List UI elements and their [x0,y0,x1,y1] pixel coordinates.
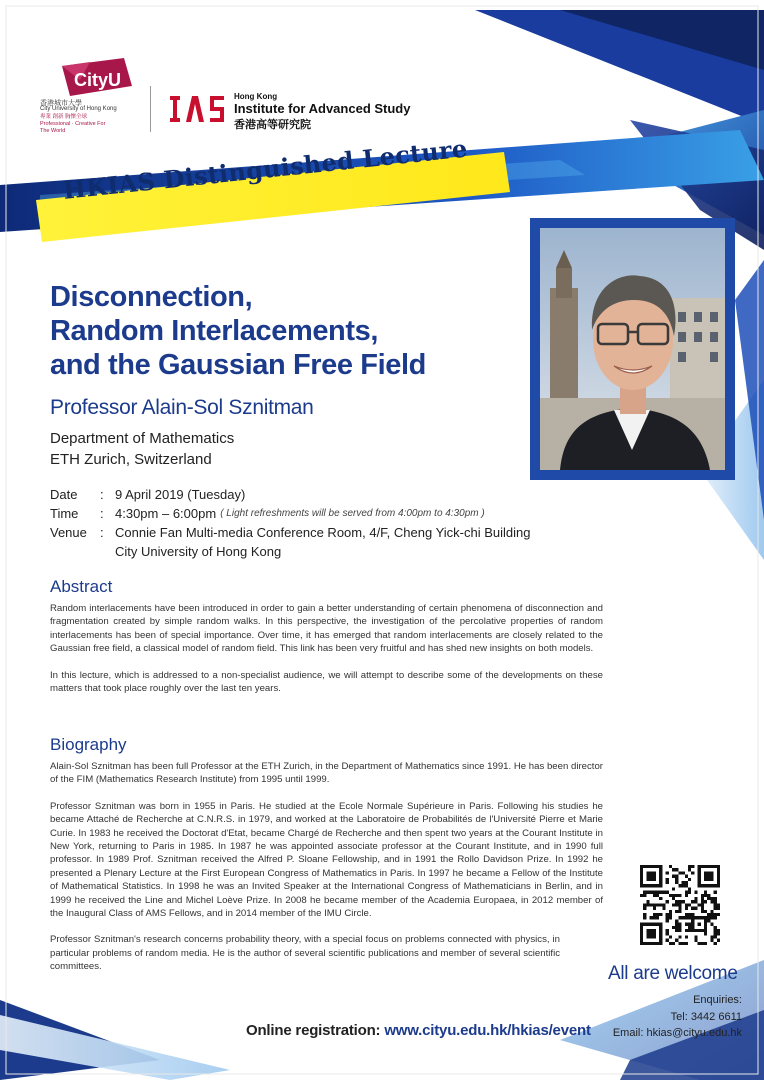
biography-paragraph-2: Professor Sznitman was born in 1955 in Paris. He studied at the Ecole Normale Supérieure in Paris. Following his studies he became Attaché de Recherche at C.N.R.S. in 1979, and worked at the Laboratoire de Probabilités de l'Université Pierre et Marie Curie. In 1983 he received the Doctorat d'Etat, became Chargé de Recherche and then spent two years at the Courant Institute in New York, returning to Paris in 1985. In 1987 he was appointed associate professor at the Courant Institute, and in 1990 full professor. In 1989 Prof. Sznitman received the Alfred P. Sloane Fellowship, and in 1991 the Rollo Davidson Prize. In 1992 he presented a Plenary Lecture at the First European Congress of Mathematics in Paris. In 1997 he became a Fellow of the Institute of Mathematical Statistics. In 1998 he was an Invited Speaker at the International Congress of Mathematicians in Berlin, and in 1999 he received the Line and Michel Loève Prize. In 2008 he became member of the Academia Europaea, in 2012 member of the Inaugural Class of AMS Fellows, and in 2014 member of the IMU Circle. [50,800,603,920]
enquiries-label: Enquiries: [693,994,742,1006]
registration-link[interactable]: www.cityu.edu.hk/hkias/event [384,1022,591,1039]
cityu-tagline [40,114,110,135]
time-colon: : [100,506,104,521]
biography-body [50,760,603,987]
biography-heading: Biography [50,735,127,754]
cityu-tagline-en: Professional · Creative For The World [40,121,106,134]
venue-line-2: City University of Hong Kong [115,544,282,559]
time-row [50,504,530,523]
abstract-paragraph-1: Random interlacements have been introduced in order to gain a better understanding of certain phenomena of disconnection and fragmentation created by simple random walks. In this perspective, the investigation of the percolative properties of random interlacements has been of special importance. Over time, it has emerged that random interlacements are closely related to the Gaussian free field, a classical model of random field. This link has been very fruitful and has shed new insights on both models. [50,603,603,655]
cityu-chinese-name: 香港城市大學 [40,99,82,107]
enquiries-email[interactable]: Email: hkias@cityu.edu.hk [612,1027,742,1039]
date-colon: : [100,487,104,502]
speaker-institution: ETH Zurich, Switzerland [50,451,212,468]
talk-title [50,280,470,382]
biography-paragraph-1: Alain-Sol Sznitman has been full Professor at the ETH Zurich, in the Department of Mathematics since 1991. He has been director of the FIM (Mathematics Research Institute) from 1995 until 1999. [50,761,603,786]
speaker-affiliation [50,428,234,470]
logo-divider [150,86,151,132]
series-title: HKIAS Distinguished Lecture [61,133,469,205]
qr-code-icon[interactable] [640,865,720,945]
venue-colon: : [100,525,104,540]
hkias-chinese-name: 香港高等研究院 [234,118,311,131]
talk-title-line-1: Disconnection, [50,281,253,313]
hkias-mark-text: IAS [168,127,170,128]
enquiries-tel: Tel: 3442 6611 [670,1010,742,1023]
talk-title-line-2: Random Interlacements, [50,315,379,347]
abstract-heading: Abstract [50,577,113,596]
venue-row [50,523,530,542]
date-row [50,485,530,504]
cityu-logo-mark: CityU [74,70,122,90]
venue-label: Venue [50,525,87,540]
venue-row-2 [50,542,530,561]
biography-paragraph-3: Professor Sznitman's research concerns probability theory, with a special focus on problems connected with physics, in particular problems of random media. He is the author of several scientific publications and member of several scientific committees. [50,934,560,973]
event-details [50,485,530,561]
time-note: ( Light refreshments will be served from 4:00pm to 4:30pm ) [220,508,485,519]
speaker-portrait [540,228,725,470]
abstract-body [50,602,603,708]
time-value: 4:30pm – 6:00pm [115,506,217,521]
all-are-welcome: All are welcome [608,963,738,984]
hkias-hong-kong: Hong Kong [234,92,278,101]
enquiries-block [613,992,742,1042]
venue-line-1: Connie Fan Multi-media Conference Room, 4/F, Cheng Yick-chi Building [115,525,531,540]
date-label: Date [50,487,78,502]
talk-title-line-3: and the Gaussian Free Field [50,349,426,381]
cityu-tagline-cn: 專業 創新 胸懷全球 [40,114,88,120]
online-registration [246,1022,591,1039]
speaker-name: Professor Alain-Sol Sznitman [50,396,314,419]
date-value: 9 April 2019 (Tuesday) [115,487,246,502]
abstract-paragraph-2: In this lecture, which is addressed to a non-specialist audience, we will attempt to describe some of the developments on these matters that took place roughly over the last ten years. [50,669,603,695]
speaker-department: Department of Mathematics [50,430,235,447]
time-label: Time [50,506,79,521]
cityu-english-name: City University of Hong Kong [40,106,117,112]
hkias-name: Institute for Advanced Study [234,101,411,116]
registration-label: Online registration: [246,1022,381,1039]
hkias-logo-mark [168,92,228,128]
